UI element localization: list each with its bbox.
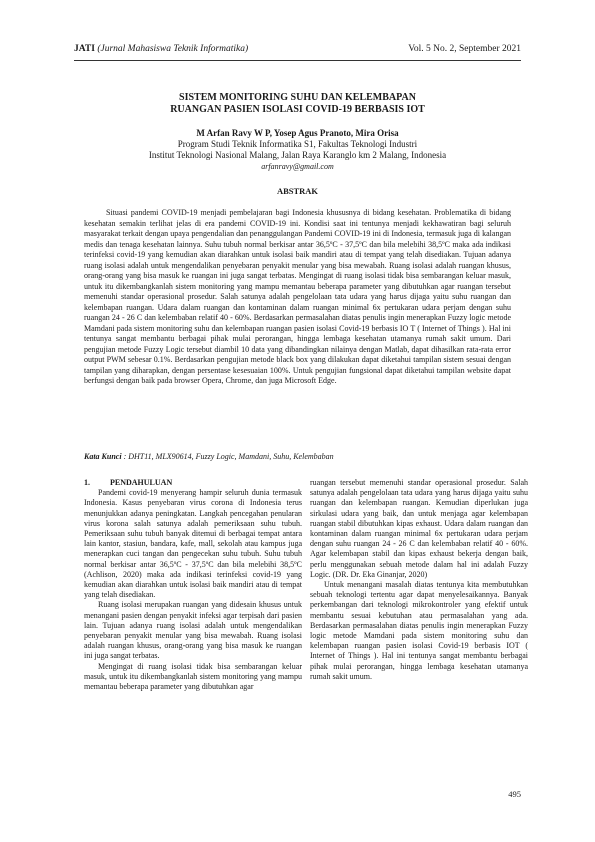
abstract-text: Situasi pandemi COVID-19 menjadi pembelajaran bagi Indonesia khususnya di bidang kesehatan. Problematika di bidang kesehatan semakin terlihat jelas di era pandemi COVID-19 ini. Kondisi saat ini tentunya menjadi kekhawatiran bagi seluruh masyarakat terkait dengan upaya pengendalian dan penanggulangan Pandemi COVID-19 ini di Indonesia, termasuk juga di kalangan medis dan tenaga kesehatan lainnya. Suhu tubuh normal berkisar antar 36,5ºC - 37,5ºC dan bila melebihi 38,5ºC maka ada indikasi terinfeksi covid-19 yang kemudian akan diarahkan untuk isolasi baik mandiri atau di tempat yang telah disediakan. Tujuan adanya ruang isolasi adalah untuk mengendalikan penyebaran penyakit menular yang bisa mewabah. Ruang isolasi adalah ruangan khusus, orang-orang yang bisa masuk ke ruangan ini juga sangat terbatas. Mengingat di ruang isolasi tidak bisa sembarangan keluar masuk, untuk itu dikembangkanlah sistem monitoring yang mampu memantau beberapa parameter yang dibutuhkan agar ruangan tersebut memenuhi standar operasional prosedur. Salah satunya adalah pengelolaan tata udara yang harus dijaga yaitu suhu ruangan dan kelembapan ruangan. Udara dalam ruangan dan kontaminan dalam ruangan minimal 6x pertukaran udara perjam dengan suhu ruangan 24 - 26 C dan kelembaban relatif 40 - 60%. Berdasarkan permasalahan diatas penulis ingin menerapkan Fuzzy logic metode Mamdani pada sistem monitoring suhu dan kelembapan ruangan pasien isolasi Covid-19 berbasis IO T ( Internet of Things ). Hal ini tentunya sangat membantu berbagai pihak mulai perorangan, hingga lembaga kesehatan utamanya rumah sakit umum. Dari pengujian metode Fuzzy Logic tersebut diambil 10 data yang dibandingkan nilainya dengan Matlab, dapat dihasilkan rata-rata error output PWM sebesar 0.1%. Berdasarkan pengujian metode black box yang dilakukan dapat diketahui tampilan sistem sesuai dengan tampilan yang diharapkan, dengan persentase kesesuaian 100%. Untuk pengujian fungsional dapat diketahui tampilan website dapat berfungsi dengan baik pada browser Opera, Chrome, dan juga Microsoft Edge. xyxy=(84,208,511,385)
header-divider xyxy=(74,60,521,61)
section-number: 1. xyxy=(84,478,90,487)
abstract-heading: ABSTRAK xyxy=(276,186,319,196)
author-block xyxy=(74,128,521,172)
section-heading xyxy=(84,478,302,488)
title-line-1: SISTEM MONITORING SUHU DAN KELEMBAPAN xyxy=(179,92,416,103)
paragraph: Pandemi covid-19 menyerang hampir seluruh dunia termasuk Indonesia. Kasus penyebaran virus corona di Indonesia terus menunjukkan adanya peningkatan. Langkah pencegahan penularan virus korona salah satunya adalah pemeriksaan suhu tubuh. Pemeriksaan suhu tubuh banyak ditemui di berbagai tempat antara lain kantor, stasiun, bandara, kafe, mall, sekolah atau kampus juga menerapkan cuci tangan dan pengecekan suhu tubuh. Suhu tubuh normal berkisar antar 36,5ºC - 37,5ºC dan bila melebihi 38,5ºC (Achlison, 2020) maka ada indikasi terinfeksi covid-19 yang kemudian akan diarahkan untuk isolasi baik mandiri atau di tempat yang telah disediakan. xyxy=(84,488,302,600)
section-title: PENDAHULUAN xyxy=(110,478,173,487)
affiliation-department: Program Studi Teknik Informatika S1, Fakultas Teknologi Industri xyxy=(177,139,418,149)
volume-info: Vol. 5 No. 2, September 2021 xyxy=(408,44,521,54)
running-header xyxy=(74,44,521,58)
title-line-2: RUANGAN PASIEN ISOLASI COVID-19 BERBASIS IOT xyxy=(170,104,425,115)
paragraph: Mengingat di ruang isolasi tidak bisa sembarangan keluar masuk, untuk itu dikembangkanlah sistem monitoring yang mampu memantau beberapa parameter yang dibutuhkan agar xyxy=(84,661,302,692)
left-column xyxy=(84,478,302,692)
author-names: M Arfan Ravy W P, Yosep Agus Pranoto, Mira Orisa xyxy=(196,128,399,138)
keywords-list: : DHT11, MLX90614, Fuzzy Logic, Mamdani, Suhu, Kelembaban xyxy=(121,452,334,461)
page-number: 495 xyxy=(508,789,521,799)
journal-name: JATI (Jurnal Mahasiswa Teknik Informatika) xyxy=(74,44,249,54)
right-column xyxy=(310,478,528,682)
paragraph-continuation: ruangan tersebut memenuhi standar operasional prosedur. Salah satunya adalah pengelolaan tata udara yang harus dijaga yaitu suhu ruangan dan kelembapan ruangan. Kemudian diperlukan juga sirkulasi udara yang baik, dan untuk menjaga agar kelembapan ruangan stabil dibutuhkan kipas exhaust. Udara dalam ruangan dan kontaminan dalam ruangan minimal 6x pertukaran udara perjam dengan suhu ruangan 24 - 26 C dan kelembaban relatif 40 - 60%. Agar kelembapan stabil dan kipas exhaust bekerja dengan baik, perlu menggunakan sebuah metode dalam hal ini adalah Fuzzy Logic. (DR. Dr. Eka Ginanjar, 2020) xyxy=(310,478,528,579)
paper-title xyxy=(74,92,521,116)
keywords-label: Kata Kunci xyxy=(84,452,122,461)
keywords xyxy=(84,452,511,461)
paragraph: Ruang isolasi merupakan ruangan yang didesain khusus untuk menangani pasien dengan penyakit infeksi agar terpisah dari pasien lain. Tujuan adanya ruang isolasi adalah untuk mengendalikan penyebaran penyakit menular yang bisa mewabah. Ruang isolasi adalah ruangan khusus, orang-orang yang bisa masuk ke ruangan ini juga sangat terbatas. xyxy=(84,600,302,661)
paragraph: Untuk menangani masalah diatas tentunya kita membutuhkan sebuah teknologi tertentu agar dapat menyelesaikannya. Banyak perkembangan dari teknologi mikrokontroler yang efektif untuk membantu sesuai kebutuhan atau permasalahan yang ada. Berdasarkan permasalahan diatas penulis ingin menerapkan Fuzzy logic metode Mamdani pada sistem monitoring suhu dan kelembapan ruangan pasien isolasi Covid-19 berbasis IOT ( Internet of Things ). Hal ini tentunya sangat membantu berbagai pihak mulai perorangan, hingga lembaga kesehatan utamanya rumah sakit umum. xyxy=(310,580,528,681)
author-email: arfanravy@gmail.com xyxy=(261,162,334,171)
affiliation-institution: Institut Teknologi Nasional Malang, Jalan Raya Karanglo km 2 Malang, Indonesia xyxy=(148,150,447,160)
